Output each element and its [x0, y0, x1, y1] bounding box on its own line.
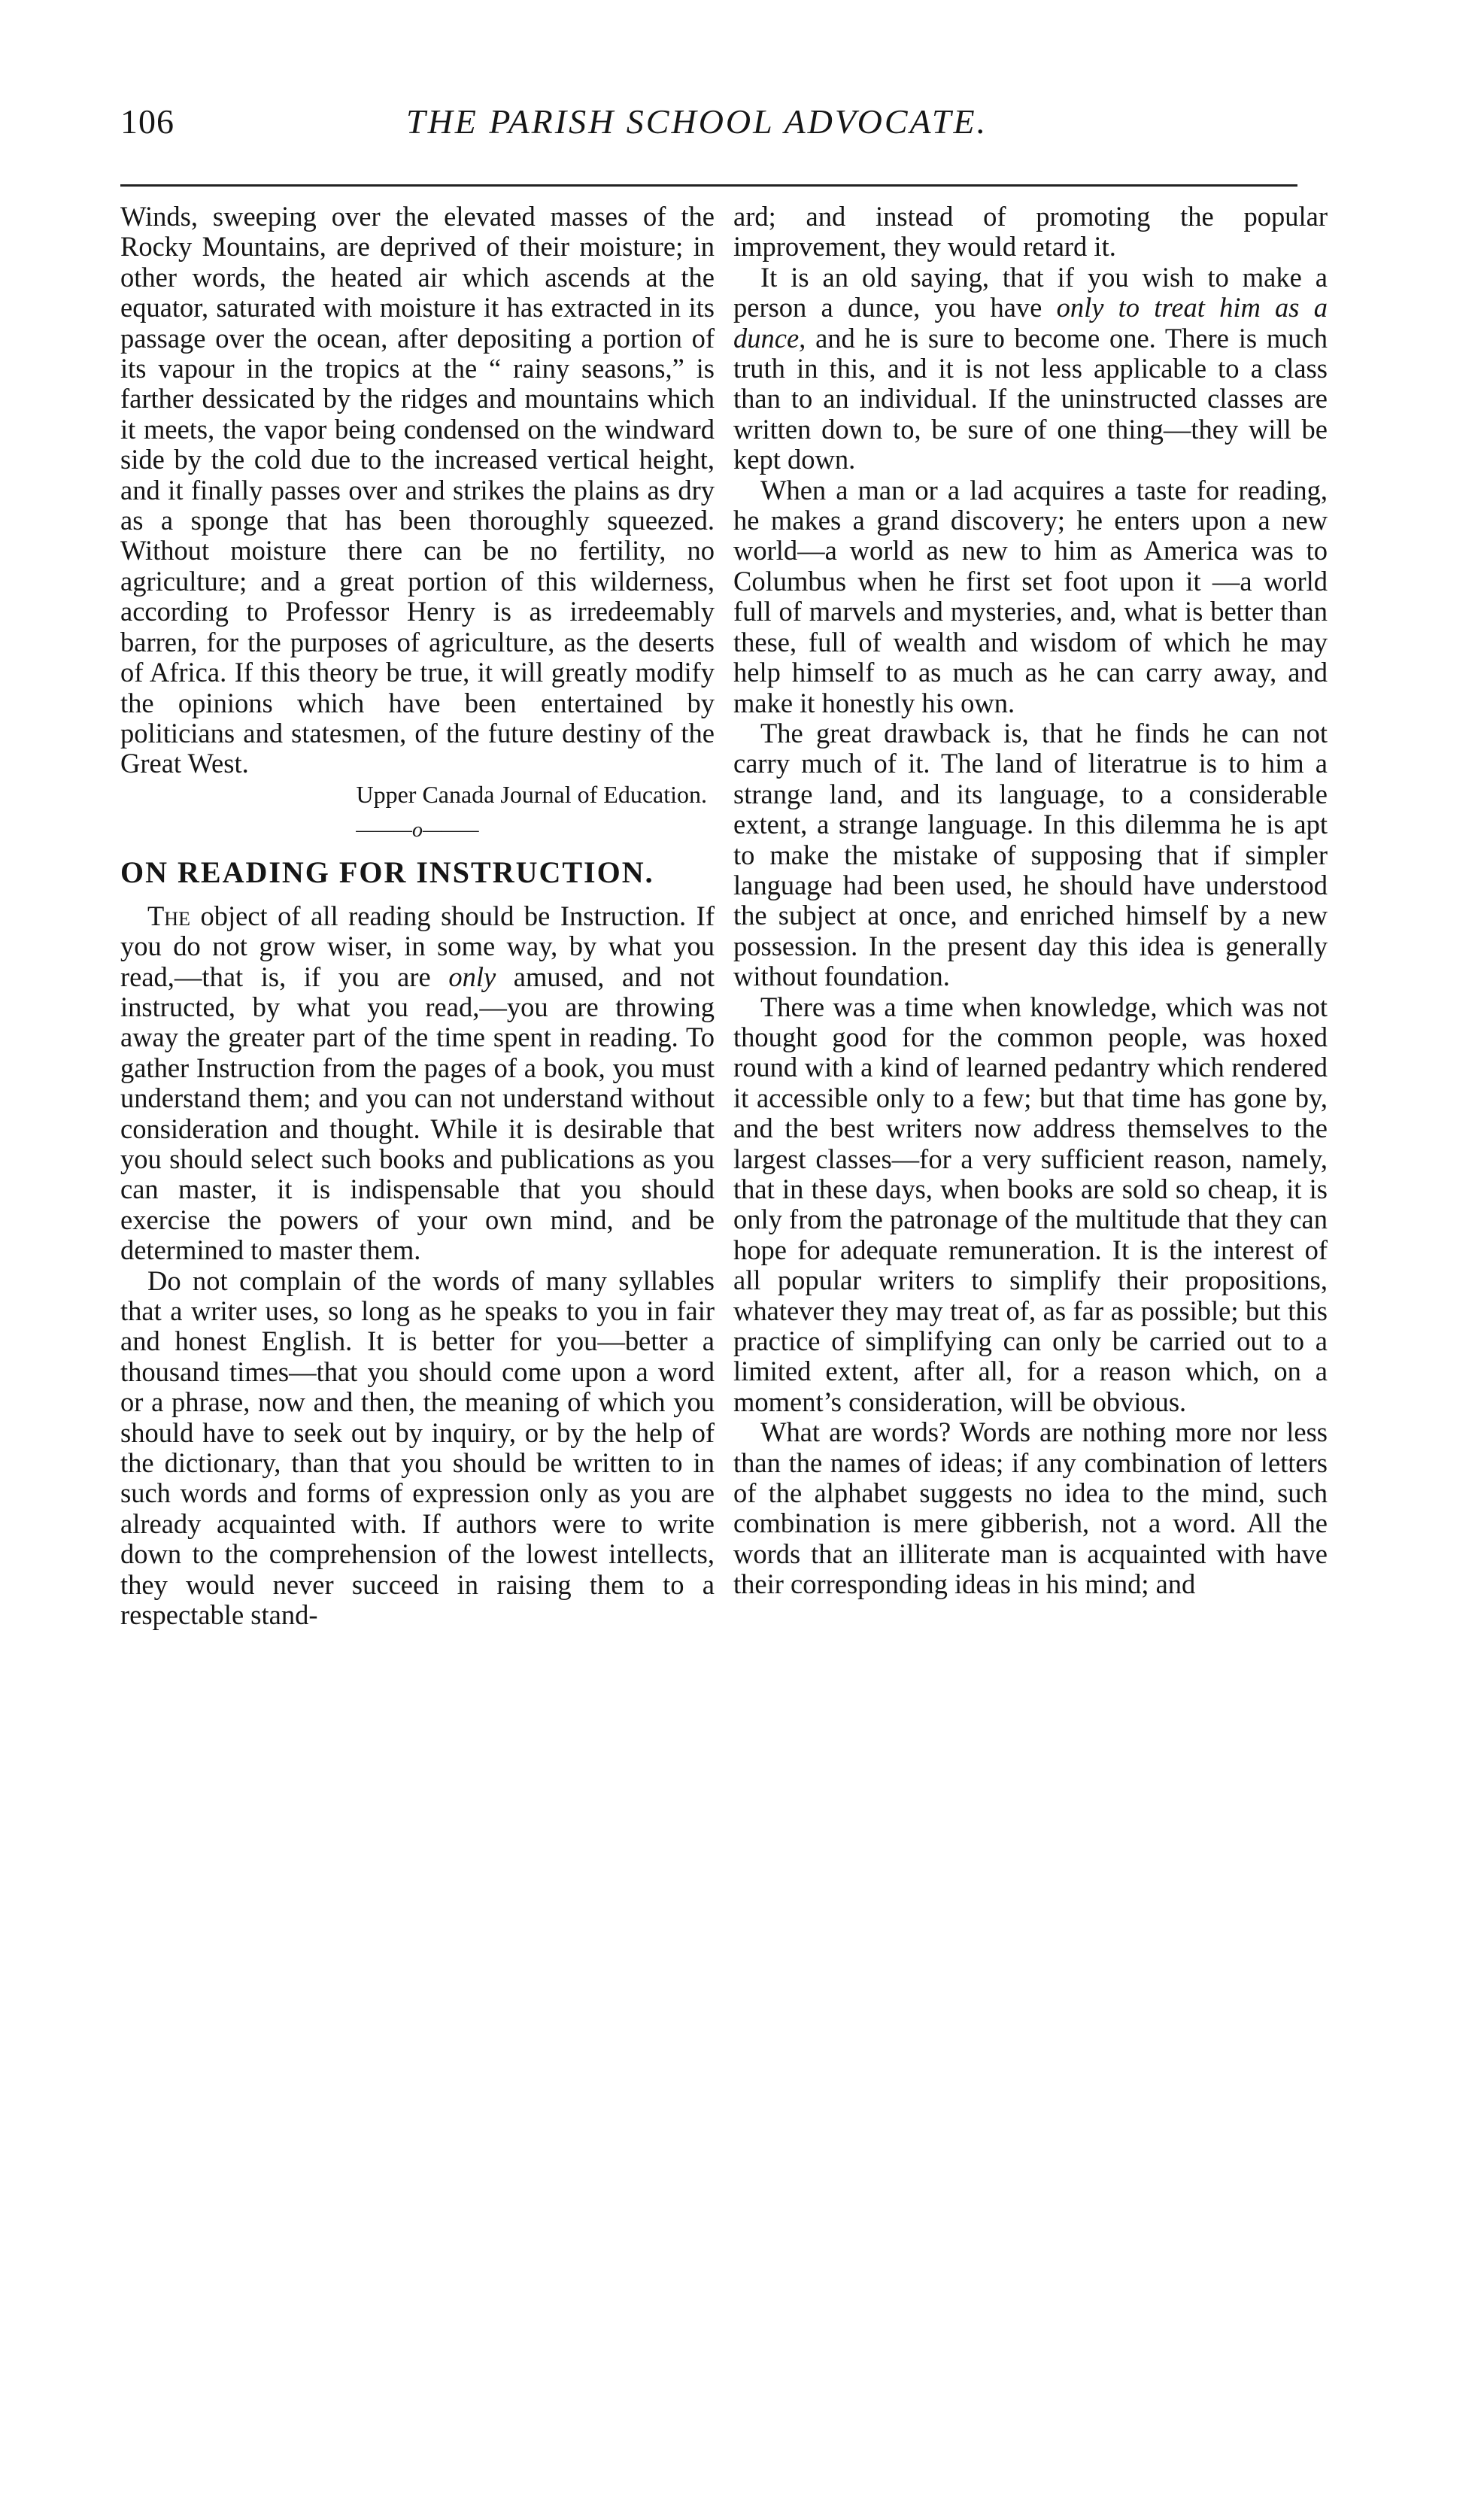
page-header	[120, 102, 1324, 154]
paragraph-great-drawback: The great drawback is, that he finds he can not carry much of it. The land of literatrue is to him a strange land, and its language, to a considerable extent, a strange language. In this dilemma he is apt to make the mistake of supposing that if simpler language had been used, he should have understood the subject at once, and enriched himself by a new possession. In the present day this idea is generally without foundation.	[733, 717, 1328, 992]
paragraph-object-of-reading	[120, 901, 715, 1266]
paragraph-taste-for-reading: When a man or a lad acquires a taste for reading, he makes a grand discovery; he enters upon a new world—a world as new to him as America was to Columbus when he first set foot upon it —a world full of marvels and mysteries, and, what is better than these, full of wealth and wisdom of which he may help himself to as much as he can carry away, and make it honestly his own.	[733, 474, 1328, 718]
paragraph-continuation: ard; and instead of promoting the popular improvement, they would retard it.	[733, 201, 1328, 263]
right-column	[733, 202, 1328, 1600]
section-heading: ON READING FOR INSTRUCTION.	[120, 855, 654, 889]
paragraph-old-saying	[733, 263, 1328, 475]
paragraph-text: object of all reading should be Instruction. If you do not grow wiser, in some way, by what you read,—that is, if you are	[120, 900, 715, 992]
running-title: THE PARISH SCHOOL ADVOCATE.	[406, 102, 988, 141]
left-column	[120, 202, 715, 1630]
paragraph-text: and he is sure to become one. There is much truth in this, and it is not less applicable to a class than to an individual. If the uninstructed classes are written down to, be sure of one thing—they will be kept down.	[733, 322, 1328, 475]
paragraph-words-of-many-syllables: Do not complain of the words of many syllables that a writer uses, so long as he speaks to you in fair and honest English. It is better for you—better a thousand times—that you should come upon a word or a phrase, now and then, the meaning of which you should have to seek out by inquiry, or by the help of the dictionary, than that you should be written to in such words and forms of expression only as you are already acquainted with. If authors were to write down to the comprehension of the lowest intellects, they would never succeed in raising them to a respectable stand-	[120, 1265, 715, 1631]
paragraph-text: amused, and not instructed, by what you read,—you are throwing away the greater part of the time spent in reading. To gather Instruction from the pages of a book, you must understand them; and you can not understand without consideration and thought. While it is desirable that you should select such books and publications as you can master, it is indispensable that you should exercise the powers of your own mind, and be determined to master them.	[120, 961, 715, 1266]
page-number: 106	[120, 102, 174, 141]
lead-word: The	[147, 900, 190, 931]
header-rule	[120, 184, 1297, 187]
paragraph-winds: Winds, sweeping over the elevated masses of the Rocky Mountains, are deprived of their moisture; in other words, the heated air which ascends at the equator, saturated with moisture it has extracted in its passage over the ocean, after depositing a portion of its vapour in the tropics at the “ rainy seasons,” is farther dessicated by the ridges and mountains which it meets, the vapor being condensed on the windward side by the cold due to the increased vertical height, and it finally passes over and strikes the plains as dry as a sponge that has been thoroughly squeezed. Without moisture there can be no fertility, no agriculture; and a great portion of this wilderness, according to Professor Henry is as irredeemably barren, for the purposes of agriculture, as the deserts of Africa. If this theory be true, it will greatly modify the opinions which have been entertained by politicians and statesmen, of the future destiny of the Great West.	[120, 201, 715, 779]
section-divider: ———o———	[356, 818, 479, 842]
emphasis-text: only	[448, 961, 496, 992]
source-attribution: Upper Canada Journal of Education.	[356, 780, 707, 808]
paragraph-text: It is an old saying, that if you wish to make a person a dunce, you have	[733, 261, 1328, 323]
paragraph-what-are-words: What are words? Words are nothing more nor less than the names of ideas; if any combination of letters of the alphabet suggests no idea to the mind, such combination is mere gibberish, not a word. All the words that an illiterate man is acquainted with have their corresponding ideas in his mind; and	[733, 1416, 1328, 1600]
paragraph-knowledge: There was a time when knowledge, which was not thought good for the common people, was hoxed round with a kind of learned pedantry which rendered it accessible only to a few; but that time has gone by, and the best writers now address themselves to the largest classes—for a very sufficient reason, namely, that in these days, when books are sold so cheap, it is only from the patronage of the multitude that they can hope for adequate remuneration. It is the interest of all popular writers to simplify their propositions, whatever they may treat of, as far as possible; but this practice of simplifying can only be carried out to a limited extent, after all, for a reason which, on a moment’s consideration, will be obvious.	[733, 991, 1328, 1417]
emphasis-text: only to treat him as a dunce,	[733, 292, 1328, 354]
